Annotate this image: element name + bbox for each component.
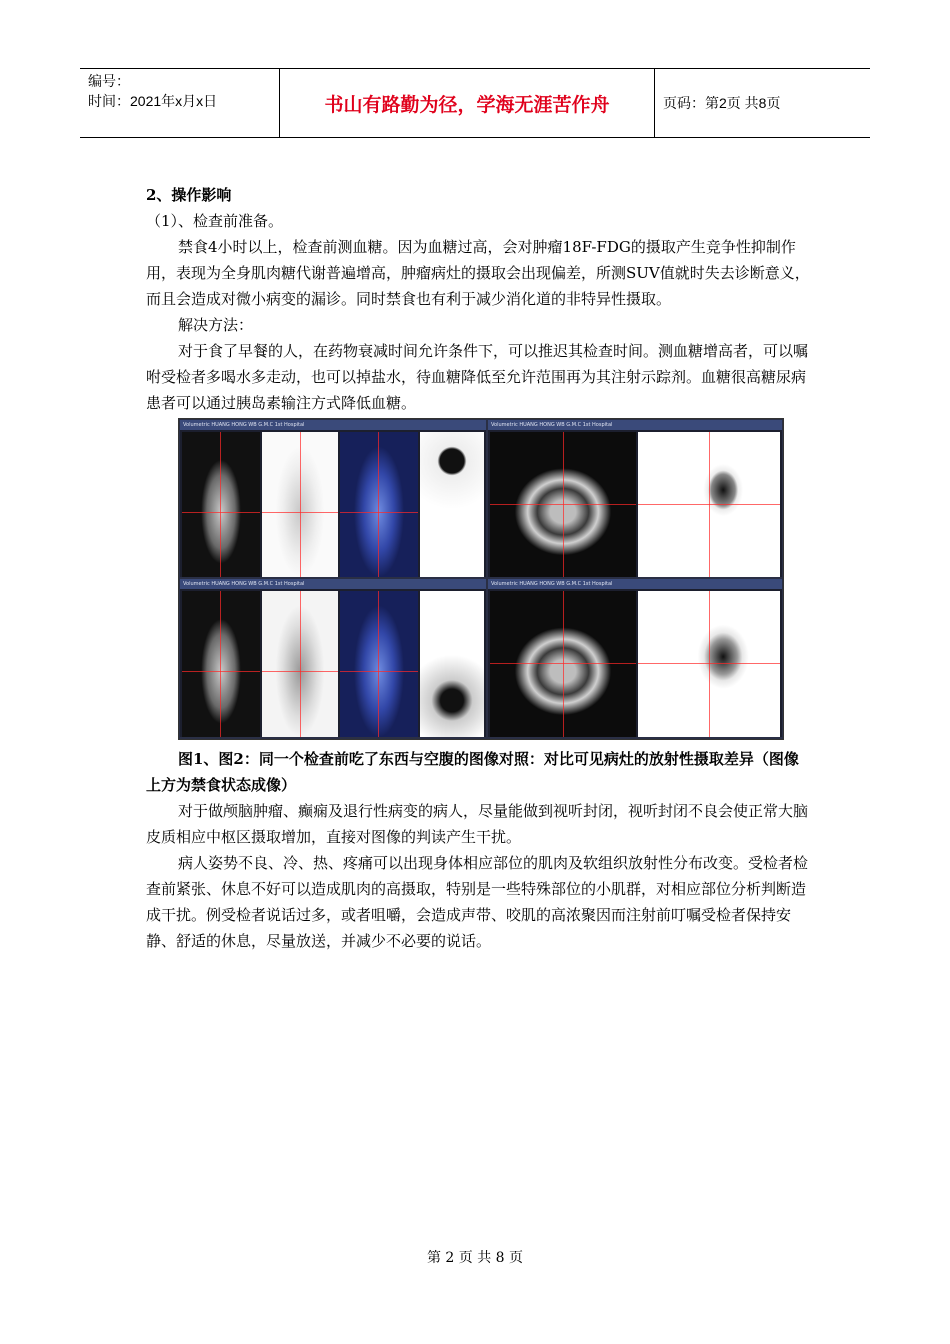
mip-image [420,432,484,577]
panel-axial-bottom [488,579,782,737]
panel-title: Volumetric HUANG HONG WB G.M.C 1st Hospital [180,579,486,589]
pet-axial-image [638,591,780,737]
pet-ct-figure [178,418,784,740]
paragraph-4: 病人姿势不良、冷、热、疼痛可以出现身体相应部位的肌肉及软组织放射性分布改变。受检者检查前紧张、休息不好可以造成肌肉的高摄取，特别是一些特殊部位的小肌群，对相应部位分析判断造成干扰。例受检者说话过多，或者咀嚼，会造成声带、咬肌的高浓聚因而注射前叮嘱受检者保持安静、舒适的休息，尽量放送，并减少不必要的说话。 [146,854,809,950]
fusion-coronal-image [340,591,418,737]
ct-axial-image [490,432,636,577]
panel-axial-top [488,420,782,577]
page-header [80,68,870,138]
paragraph-3: 对于做颅脑肿瘤、癫痫及退行性病变的病人，尽量能做到视听封闭，视听封闭不良会使正常大脑皮质相应中枢区摄取增加，直接对图像的判读产生干扰。 [146,802,809,846]
panel-coronal-top [180,420,486,577]
mip-image [420,591,484,737]
time-label: 时间：2021年x月x日 [88,93,218,109]
header-meta [80,69,280,137]
figure-caption: 图1、图2：同一个检查前吃了东西与空腹的图像对照：对比可见病灶的放射性摄取差异（图像上方为禁食状态成像） [146,750,799,794]
page-label: 页码：第2页 共8页 [663,95,781,111]
pet-axial-image [638,432,780,577]
solution-label: 解决方法： [178,316,254,334]
panel-title: Volumetric HUANG HONG WB G.M.C 1st Hospital [488,579,782,589]
panel-coronal-bottom [180,579,486,737]
pet-coronal-image [262,432,338,577]
section-title: 2、操作影响 [146,186,232,204]
ct-axial-image [490,591,636,737]
paragraph-1: 禁食4小时以上，检查前测血糖。因为血糖过高，会对肿瘤18F-FDG的摄取产生竞争性抑制作用，表现为全身肌肉糖代谢普遍增高，肿瘤病灶的摄取会出现偏差，所测SUV值就时失去诊断意义，而且会造成对微小病变的漏诊。同时禁食也有利于减少消化道的非特异性摄取。 [146,238,810,308]
fusion-coronal-image [340,432,418,577]
panel-title: Volumetric HUANG HONG WB G.M.C 1st Hospital [180,420,486,430]
paragraph-2: 对于食了早餐的人，在药物衰减时间允许条件下，可以推迟其检查时间。测血糖增高者，可以嘱咐受检者多喝水多走动，也可以掉盐水，待血糖降低至允许范围再为其注射示踪剂。血糖很高糖尿病患者可以通过胰岛素输注方式降低血糖。 [146,342,809,412]
panel-title: Volumetric HUANG HONG WB G.M.C 1st Hospital [488,420,782,430]
ct-coronal-image [182,432,260,577]
motto: 书山有路勤为径，学海无涯苦作舟 [280,69,655,137]
page-footer: 第 2 页 共 8 页 [426,1250,524,1266]
document-body [146,182,812,954]
number-label: 编号： [88,73,130,89]
subsection-title: （1）、检查前准备。 [146,212,284,230]
ct-coronal-image [182,591,260,737]
pet-coronal-image [262,591,338,737]
